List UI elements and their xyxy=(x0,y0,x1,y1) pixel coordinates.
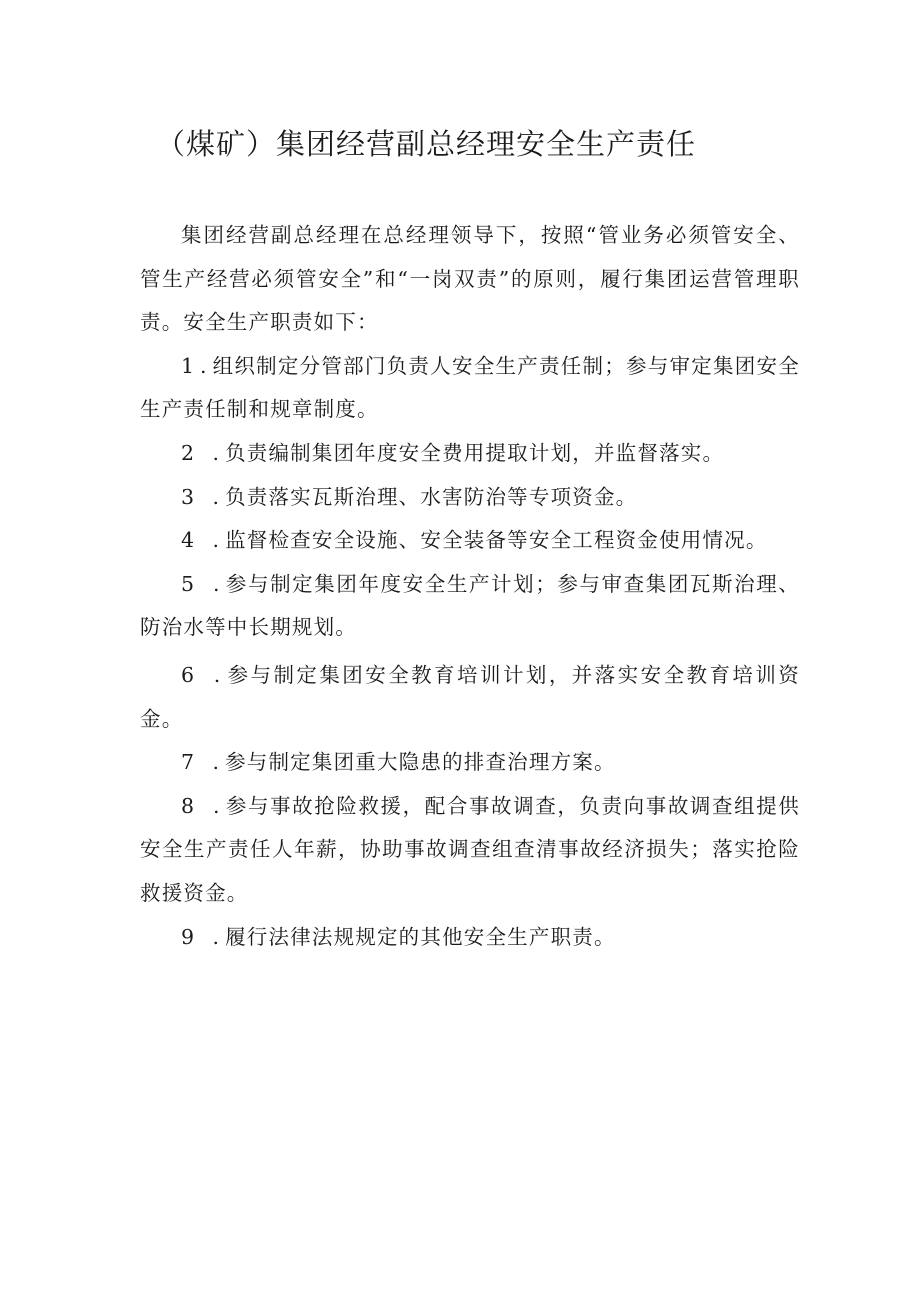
item-text: 参与制定集团安全教育培训计划，并落实安全教育培训资金。 xyxy=(140,662,801,731)
item-text: 负责落实瓦斯治理、水害防治等专项资金。 xyxy=(225,484,638,509)
item-number: 6 . xyxy=(181,662,227,687)
item-number: 5 . xyxy=(181,571,226,596)
item-number: 7 . xyxy=(181,750,226,775)
item-number: 1. xyxy=(181,353,213,378)
list-item xyxy=(140,741,800,785)
item-text: 负责编制集团年度安全费用提取计划，并监督落实。 xyxy=(225,440,725,465)
item-number: 9 . xyxy=(181,924,226,949)
document-body xyxy=(140,214,800,959)
list-item xyxy=(140,654,800,741)
list-item xyxy=(140,916,800,960)
item-number: 2 . xyxy=(181,440,226,465)
item-text: 监督检查安全设施、安全装备等安全工程资金使用情况。 xyxy=(225,528,768,553)
item-number: 4 . xyxy=(181,528,226,553)
intro-paragraph: 集团经营副总经理在总经理领导下，按照“管业务必须管安全、管生产经营必须管安全”和“一岗双责”的原则，履行集团运营管理职责。安全生产职责如下： xyxy=(140,223,800,335)
list-item xyxy=(140,345,800,432)
list-item xyxy=(140,432,800,476)
list-item xyxy=(140,519,800,563)
item-text: 履行法律法规规定的其他安全生产职责。 xyxy=(225,924,616,949)
item-number: 3 . xyxy=(181,484,226,509)
list-item xyxy=(140,476,800,520)
page-title: （煤矿）集团经营副总经理安全生产责任 xyxy=(155,127,696,161)
item-text: 参与制定集团年度安全生产计划；参与审查集团瓦斯治理、防治水等中长期规划。 xyxy=(140,571,801,640)
item-text: 参与制定集团重大隐患的排查治理方案。 xyxy=(225,750,616,775)
list-item xyxy=(140,563,800,650)
list-item xyxy=(140,785,800,916)
item-text: 组织制定分管部门负责人安全生产责任制；参与审定集团安全生产责任制和规章制度。 xyxy=(140,353,800,422)
item-number: 8 . xyxy=(181,793,226,818)
item-text: 参与事故抢险救援，配合事故调查，负责向事故调查组提供安全生产责任人年薪，协助事故调查组查清事故经济损失；落实抢险救援资金。 xyxy=(140,793,801,905)
